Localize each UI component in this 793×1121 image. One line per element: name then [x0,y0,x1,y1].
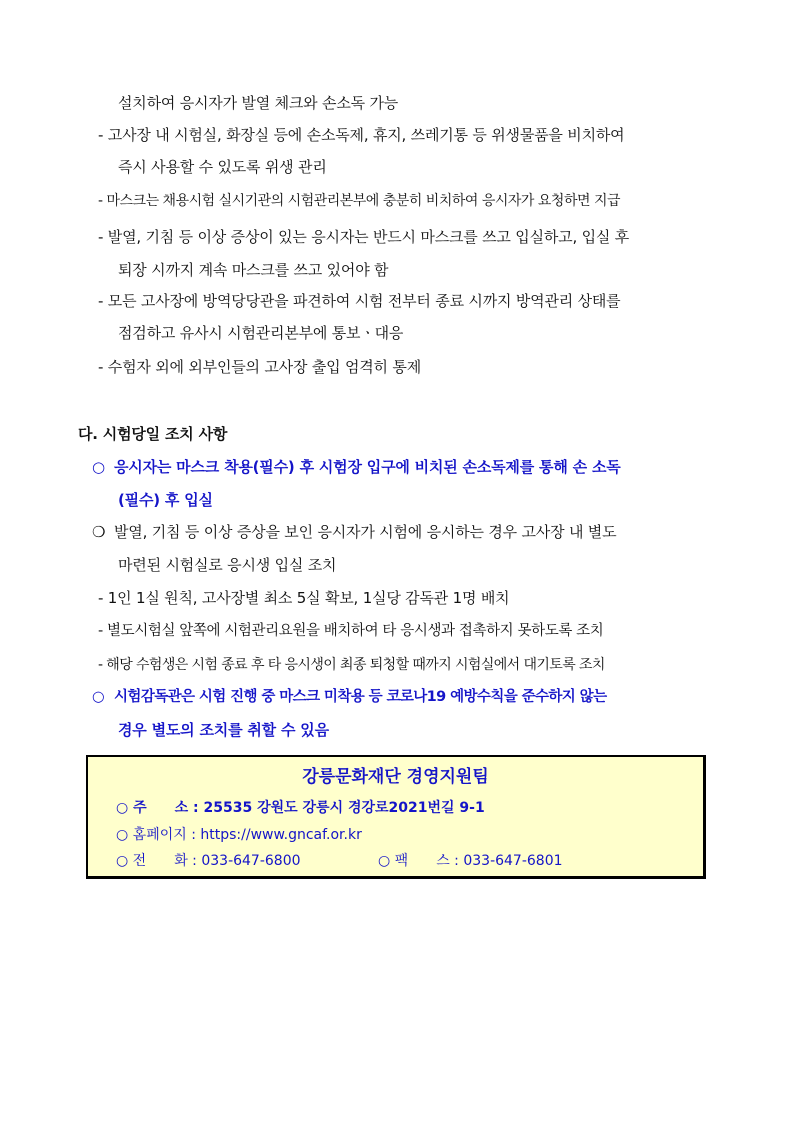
bullet-text-continued: 경우 별도의 조치를 취할 수 있음 [118,721,329,739]
body-line: - 마스크는 채용시험 실시기관의 시험관리본부에 충분히 비치하여 응시자가 요청하면 지급 [98,193,620,209]
body-line: 퇴장 시까지 계속 마스크를 쓰고 있어야 함 [118,261,389,279]
address-value: 25535 강원도 강릉시 경강로2021번길 9-1 [203,800,485,816]
body-line: 설치하여 응시자가 발열 체크와 손소독 가능 [118,94,399,112]
bullet-text: 응시자는 마스크 착용(필수) 후 시험장 입구에 비치된 손소독제를 통해 손 소독 [114,458,621,476]
body-line: - 모든 고사장에 방역당당관을 파견하여 시험 전부터 종료 시까지 방역관리 상태를 [98,292,621,310]
homepage-label: ○ 홈페이지 : [116,827,196,843]
body-line: 즉시 사용할 수 있도록 위생 관리 [118,158,327,176]
bullet-item [92,457,621,477]
body-line: 점검하고 유사시 시험관리본부에 통보ㆍ대응 [118,324,404,342]
section-heading: 다. 시험당일 조치 사항 [78,425,228,443]
bullet-text-continued: 마련된 시험실로 응시생 입실 조치 [118,556,337,574]
phone-label: ○ 전 화 : [116,853,197,869]
sub-item: - 1인 1실 원칙, 고사장별 최소 5실 확보, 1실당 감독관 1명 배치 [98,589,510,607]
bullet-text: 시험감독관은 시험 진행 중 마스크 미착용 등 코로나19 예방수칙을 준수하지 않는 [114,689,607,705]
fax-label: ○ 팩 스 : [378,853,459,869]
fax-row [378,852,563,870]
fax-value: 033-647-6801 [463,853,563,869]
phone-value: 033-647-6800 [201,853,301,869]
body-line: - 발열, 기침 등 이상 증상이 있는 응시자는 반드시 마스크를 쓰고 입실하고, 입실 후 [98,228,630,246]
bullet-item [92,522,616,542]
phone-row [116,852,301,870]
circle-bullet-icon: ○ [92,689,105,705]
circle-bullet-icon: ○ [92,458,105,476]
sub-item: - 해당 수험생은 시험 종료 후 타 응시생이 최종 퇴청할 때까지 시험실에서 대기토록 조치 [98,657,605,673]
bullet-text: 발열, 기침 등 이상 증상을 보인 응시자가 시험에 응시하는 경우 고사장 내 별도 [114,523,617,541]
address-row [116,799,485,817]
homepage-row [116,826,362,844]
homepage-link[interactable]: https://www.gncaf.or.kr [200,827,362,843]
body-line: - 수험자 외에 외부인들의 고사장 출입 엄격히 통제 [98,358,421,376]
bullet-text-continued: (필수) 후 입실 [118,491,213,509]
body-line: - 고사장 내 시험실, 화장실 등에 손소독제, 휴지, 쓰레기통 등 위생물품을 비치하여 [98,126,625,144]
circle-bullet-icon: ❍ [92,523,106,541]
contact-box [86,755,706,879]
contact-title: 강릉문화재단 경영지원팀 [302,767,489,787]
sub-item: - 별도시험실 앞쪽에 시험관리요원을 배치하여 타 응시생과 접촉하지 못하도록 조치 [98,623,604,639]
bullet-item [92,687,606,707]
address-label: ○ 주 소 : [116,800,199,816]
